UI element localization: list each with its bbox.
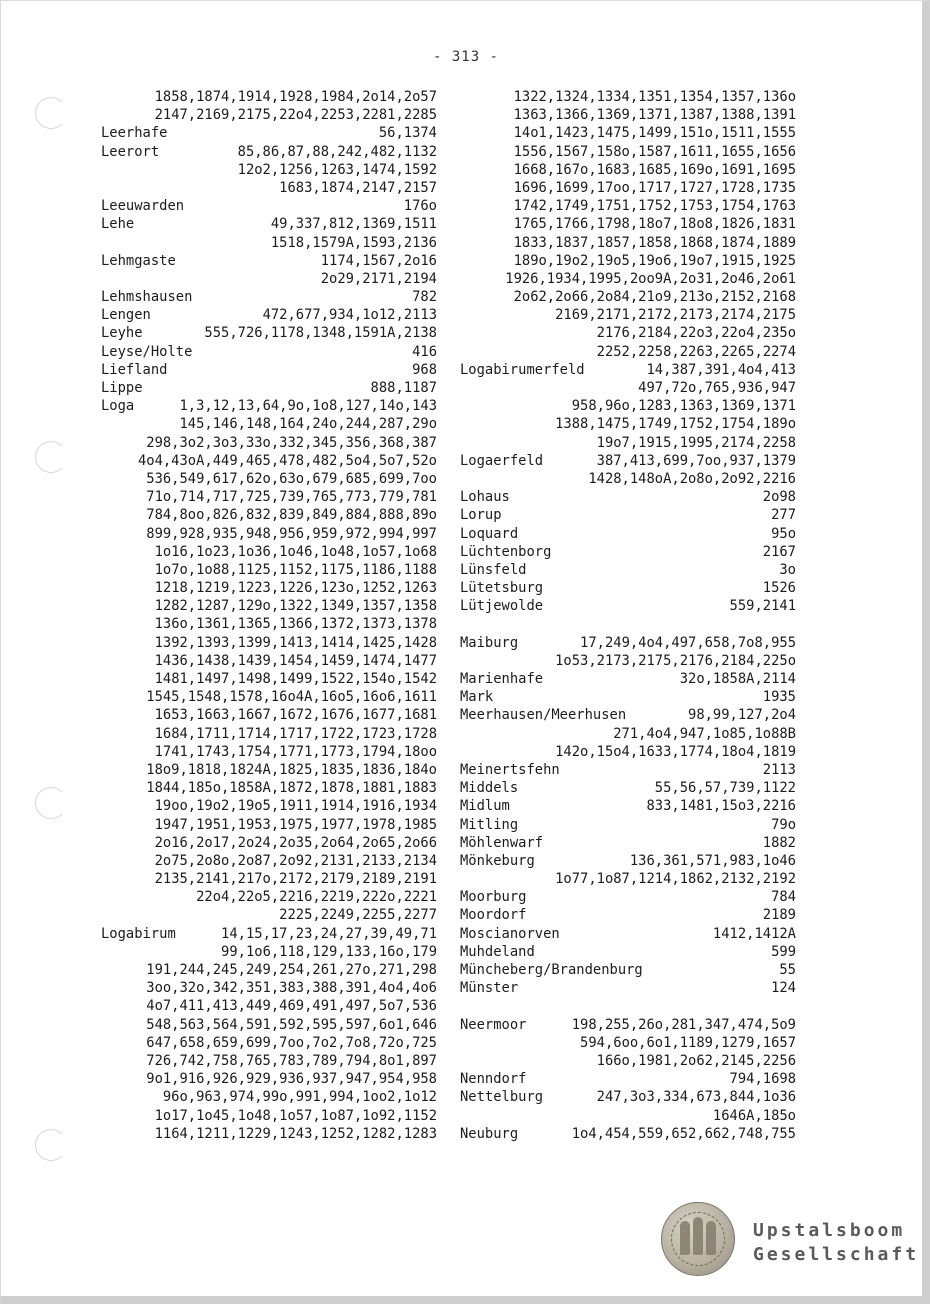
reference-numbers: 899,928,935,948,956,959,972,994,997 (146, 525, 437, 542)
reference-numbers: 472,677,934,1o12,2113 (262, 307, 437, 324)
punch-hole (35, 441, 67, 473)
reference-numbers: 559,2141 (729, 598, 796, 615)
society-seal-logo (661, 1202, 735, 1276)
index-row (101, 470, 437, 488)
index-row (101, 943, 437, 961)
index-row (101, 506, 437, 524)
reference-numbers: 416 (412, 343, 437, 360)
reference-numbers: 2147,2169,2175,22o4,2253,2281,2285 (154, 107, 437, 124)
index-row (460, 197, 796, 215)
reference-numbers: 2o75,2o8o,2o87,2o92,2131,2133,2134 (154, 852, 437, 869)
reference-numbers: 784 (771, 889, 796, 906)
reference-numbers: 19o7,1915,1995,2174,2258 (596, 434, 796, 451)
place-name: Maiburg (460, 634, 519, 651)
index-row (101, 797, 437, 815)
index-row (101, 1088, 437, 1106)
index-row (460, 434, 796, 452)
reference-numbers: 1526 (762, 580, 796, 597)
index-row (460, 615, 796, 633)
index-row (460, 379, 796, 397)
reference-numbers: 2o62,2o66,2o84,21o9,213o,2152,2168 (513, 289, 796, 306)
index-row (101, 888, 437, 906)
page-number: - 313 - (432, 49, 499, 65)
index-row (460, 1125, 796, 1143)
reference-numbers: 32o,1858A,2114 (679, 671, 796, 687)
reference-numbers: 145,146,148,164,24o,244,287,29o (179, 416, 437, 433)
index-row (101, 961, 437, 979)
reference-numbers: 1o4,454,559,652,662,748,755 (571, 1125, 796, 1142)
reference-numbers: 2167 (762, 543, 796, 560)
index-column-right (460, 88, 796, 1143)
reference-numbers: 3oo,32o,342,351,383,388,391,4o4,4o6 (146, 980, 437, 997)
place-name: Marienhafe (460, 671, 544, 687)
place-name: Müncheberg/Brandenburg (460, 962, 643, 978)
place-name: Meinertsfehn (460, 761, 560, 778)
index-row (460, 1052, 796, 1070)
reference-numbers: 599 (771, 943, 796, 960)
index-row (101, 688, 437, 706)
reference-numbers: 99,1o6,118,129,133,16o,179 (221, 943, 437, 960)
place-name: Lohaus (460, 489, 510, 506)
reference-numbers: 497,72o,765,936,947 (638, 380, 796, 396)
reference-numbers: 176o (403, 198, 437, 215)
reference-numbers: 14,387,391,4o4,413 (646, 361, 796, 378)
reference-numbers: 1o7o,1o88,1125,1152,1175,1186,1188 (154, 561, 437, 578)
reference-numbers: 1668,167o,1683,1685,169o,1691,1695 (513, 161, 796, 178)
index-row (460, 925, 796, 943)
place-name: Moorburg (460, 889, 527, 906)
index-row (460, 324, 796, 342)
reference-numbers: 4o4,43oA,449,465,478,482,5o4,5o7,52o (137, 452, 437, 469)
reference-numbers: 1518,1579A,1593,2136 (270, 234, 437, 251)
reference-numbers: 2225,2249,2255,2277 (279, 907, 437, 924)
reference-numbers: 71o,714,717,725,739,765,773,779,781 (146, 489, 437, 506)
reference-numbers: 1363,1366,1369,1371,1387,1388,1391 (513, 107, 796, 124)
reference-numbers: 1481,1497,1498,1499,1522,154o,1542 (154, 671, 437, 687)
brand-line-2: Gesellschaft (753, 1244, 920, 1265)
reference-numbers: 1o77,1o87,1214,1862,2132,2192 (555, 871, 796, 888)
reference-numbers: 3o (779, 561, 796, 578)
index-row (101, 488, 437, 506)
reference-numbers: 1696,1699,17oo,1717,1727,1728,1735 (513, 179, 796, 196)
reference-numbers: 56,1374 (378, 125, 437, 142)
punch-hole (35, 1129, 67, 1161)
index-row (101, 252, 437, 270)
reference-numbers: 1o16,1o23,1o36,1o46,1o48,1o57,1o68 (154, 543, 437, 560)
reference-numbers: 247,3o3,334,673,844,1o36 (596, 1089, 796, 1106)
index-row (101, 997, 437, 1015)
reference-numbers: 198,255,26o,281,347,474,5o9 (571, 1016, 796, 1033)
index-row (460, 161, 796, 179)
index-row (101, 816, 437, 834)
reference-numbers: 1174,1567,2o16 (320, 252, 437, 269)
place-name: Meerhausen/Meerhusen (460, 707, 627, 724)
index-row (101, 852, 437, 870)
index-row (460, 506, 796, 524)
index-row (460, 143, 796, 161)
index-row (460, 488, 796, 506)
index-row (460, 725, 796, 743)
place-name: Moordorf (460, 907, 527, 924)
place-name: Leyhe (101, 325, 143, 342)
index-row (101, 1107, 437, 1125)
reference-numbers: 1646A,185o (712, 1107, 796, 1124)
index-row (101, 615, 437, 633)
index-row (101, 1070, 437, 1088)
reference-numbers: 1282,1287,129o,1322,1349,1357,1358 (154, 598, 437, 615)
place-name: Leerort (101, 143, 160, 160)
index-row (101, 1125, 437, 1143)
index-row (460, 579, 796, 597)
reference-numbers: 4o7,411,413,449,469,491,497,5o7,536 (146, 998, 437, 1015)
place-name: Münster (460, 980, 519, 997)
reference-numbers: 2o98 (762, 489, 796, 506)
place-name: Liefland (101, 361, 168, 378)
reference-numbers: 1653,1663,1667,1672,1676,1677,1681 (154, 707, 437, 724)
place-name: Nettelburg (460, 1089, 544, 1106)
reference-numbers: 14o1,1423,1475,1499,151o,1511,1555 (513, 125, 796, 142)
index-row (460, 252, 796, 270)
reference-numbers: 833,1481,15o3,2216 (646, 798, 796, 815)
reference-numbers: 2135,2141,217o,2172,2179,2189,2191 (154, 871, 437, 888)
reference-numbers: 2o16,2o17,2o24,2o35,2o64,2o65,2o66 (154, 834, 437, 851)
place-name: Lehmgaste (101, 252, 176, 269)
place-name: Lehmshausen (101, 289, 193, 306)
place-name: Loquard (460, 525, 519, 542)
index-row (460, 470, 796, 488)
index-row (460, 1016, 796, 1034)
reference-numbers: 1684,1711,1714,1717,1722,1723,1728 (154, 725, 437, 742)
place-name: Leyse/Holte (101, 343, 193, 360)
index-row (460, 597, 796, 615)
index-row (101, 306, 437, 324)
index-row (101, 725, 437, 743)
index-row (101, 397, 437, 415)
index-row (101, 361, 437, 379)
index-row (460, 452, 796, 470)
place-name: Logabirumerfeld (460, 361, 585, 378)
index-row (460, 943, 796, 961)
reference-numbers: 22o4,22o5,2216,2219,222o,2221 (196, 889, 437, 906)
reference-numbers: 1556,1567,158o,1587,1611,1655,1656 (513, 143, 796, 160)
index-row (101, 834, 437, 852)
reference-numbers: 12o2,1256,1263,1474,1592 (237, 161, 437, 178)
reference-numbers: 1545,1548,1578,16o4A,16o5,16o6,1611 (146, 689, 437, 706)
reference-numbers: 1,3,12,13,64,9o,1o8,127,14o,143 (179, 398, 437, 415)
index-row (460, 561, 796, 579)
reference-numbers: 95o (771, 525, 796, 542)
index-row (101, 525, 437, 543)
index-row (101, 106, 437, 124)
reference-numbers: 85,86,87,88,242,482,1132 (237, 143, 437, 160)
reference-numbers: 14,15,17,23,24,27,39,49,71 (221, 925, 437, 942)
punch-hole (35, 787, 67, 819)
index-row (460, 88, 796, 106)
index-row (101, 179, 437, 197)
index-row (460, 361, 796, 379)
index-row (460, 906, 796, 924)
reference-numbers: 271,4o4,947,1o85,1o88B (613, 725, 796, 742)
index-row (101, 124, 437, 142)
reference-numbers: 191,244,245,249,254,261,27o,271,298 (146, 962, 437, 978)
reference-numbers: 1164,1211,1229,1243,1252,1282,1283 (154, 1125, 437, 1142)
index-row (460, 288, 796, 306)
index-column-left (101, 88, 437, 1143)
index-row (101, 379, 437, 397)
reference-numbers: 1322,1324,1334,1351,1354,1357,136o (513, 89, 796, 105)
reference-numbers: 124 (771, 980, 796, 997)
index-row (101, 652, 437, 670)
reference-numbers: 958,96o,1283,1363,1369,1371 (571, 398, 796, 415)
index-row (101, 1034, 437, 1052)
index-row (101, 452, 437, 470)
reference-numbers: 2o29,2171,2194 (320, 270, 437, 287)
place-name: Lüchtenborg (460, 543, 552, 560)
index-row (460, 706, 796, 724)
place-name: Midlum (460, 798, 510, 815)
index-row (460, 415, 796, 433)
reference-numbers: 17,249,4o4,497,658,7o8,955 (580, 634, 796, 651)
reference-numbers: 782 (412, 289, 437, 306)
reference-numbers: 555,726,1178,1348,1591A,2138 (204, 325, 437, 342)
index-row (101, 543, 437, 561)
index-row (101, 343, 437, 361)
reference-numbers: 1o17,1o45,1o48,1o57,1o87,1o92,1152 (154, 1107, 437, 1124)
reference-numbers: 1741,1743,1754,1771,1773,1794,18oo (154, 743, 437, 760)
index-row (460, 543, 796, 561)
index-row (460, 779, 796, 797)
society-brand (753, 1219, 919, 1267)
place-name: Logaerfeld (460, 452, 544, 469)
reference-numbers: 726,742,758,765,783,789,794,8o1,897 (146, 1052, 437, 1069)
index-row (460, 870, 796, 888)
index-row (101, 925, 437, 943)
index-row (101, 870, 437, 888)
index-row (460, 997, 796, 1015)
reference-numbers: 55,56,57,739,1122 (654, 780, 796, 797)
index-row (101, 579, 437, 597)
index-row (101, 88, 437, 106)
index-row (101, 288, 437, 306)
index-row (460, 797, 796, 815)
reference-numbers: 19oo,19o2,19o5,1911,1914,1916,1934 (154, 798, 437, 815)
index-row (101, 234, 437, 252)
index-row (460, 743, 796, 761)
reference-numbers: 9o1,916,926,929,936,937,947,954,958 (146, 1071, 437, 1088)
reference-numbers: 1935 (762, 689, 796, 706)
index-row (101, 761, 437, 779)
reference-numbers: 1947,1951,1953,1975,1977,1978,1985 (154, 816, 437, 833)
place-name: Lütetsburg (460, 580, 544, 597)
index-row (101, 270, 437, 288)
reference-numbers: 2252,2258,2263,2265,2274 (596, 343, 796, 360)
reference-numbers: 1388,1475,1749,1752,1754,189o (555, 416, 796, 433)
index-row (460, 670, 796, 688)
place-name: Lippe (101, 380, 143, 396)
reference-numbers: 1412,1412A (712, 925, 796, 942)
index-row (460, 215, 796, 233)
index-row (460, 179, 796, 197)
place-name: Logabirum (101, 925, 176, 942)
index-row (460, 1034, 796, 1052)
reference-numbers: 1o53,2173,2175,2176,2184,225o (555, 652, 796, 669)
reference-numbers: 1683,1874,2147,2157 (279, 179, 437, 196)
place-name: Muhdeland (460, 943, 535, 960)
reference-numbers: 1858,1874,1914,1928,1984,2o14,2o57 (154, 89, 437, 105)
index-row (460, 397, 796, 415)
index-row (460, 270, 796, 288)
place-name: Mark (460, 689, 494, 706)
index-row (460, 634, 796, 652)
place-name: Lehe (101, 216, 135, 233)
index-row (101, 143, 437, 161)
place-name: Lengen (101, 307, 151, 324)
reference-numbers: 1926,1934,1995,2oo9A,2o31,2o46,2o61 (505, 270, 796, 287)
reference-numbers: 1833,1837,1857,1858,1868,1874,1889 (513, 234, 796, 251)
index-row (460, 979, 796, 997)
index-row (460, 1070, 796, 1088)
reference-numbers: 298,3o2,3o3,33o,332,345,356,368,387 (146, 434, 437, 451)
reference-numbers: 55 (779, 962, 796, 978)
index-row (460, 124, 796, 142)
reference-numbers: 1742,1749,1751,1752,1753,1754,1763 (513, 198, 796, 215)
reference-numbers: 968 (412, 361, 437, 378)
index-row (101, 161, 437, 179)
punch-hole (35, 97, 67, 129)
reference-numbers: 1882 (762, 834, 796, 851)
place-name: Lütjewolde (460, 598, 544, 615)
place-name: Nenndorf (460, 1071, 527, 1088)
reference-numbers: 548,563,564,591,592,595,597,6o1,646 (146, 1016, 437, 1033)
index-row (460, 106, 796, 124)
reference-numbers: 1218,1219,1223,1226,123o,1252,1263 (154, 580, 437, 597)
index-row (460, 1107, 796, 1125)
reference-numbers: 96o,963,974,99o,991,994,1oo2,1o12 (162, 1089, 437, 1106)
index-row (460, 834, 796, 852)
reference-numbers: 647,658,659,699,7oo,7o2,7o8,72o,725 (146, 1034, 437, 1051)
place-name: Loga (101, 398, 135, 415)
place-name: Neuburg (460, 1125, 519, 1142)
index-row (101, 979, 437, 997)
reference-numbers: 1392,1393,1399,1413,1414,1425,1428 (154, 634, 437, 651)
reference-numbers: 166o,1981,2o62,2145,2256 (596, 1052, 796, 1069)
place-name: Lorup (460, 507, 502, 524)
index-row (101, 1052, 437, 1070)
place-name: Neermoor (460, 1016, 527, 1033)
reference-numbers: 2169,2171,2172,2173,2174,2175 (555, 307, 796, 324)
reference-numbers: 79o (771, 816, 796, 833)
index-row (460, 816, 796, 834)
index-row (101, 706, 437, 724)
place-name: Moscianorven (460, 925, 560, 942)
reference-numbers: 888,1187 (370, 380, 437, 396)
place-name: Middels (460, 780, 519, 797)
place-name: Lünsfeld (460, 561, 527, 578)
reference-numbers: 784,8oo,826,832,839,849,884,888,89o (146, 507, 437, 524)
index-row (460, 688, 796, 706)
index-row (101, 597, 437, 615)
brand-line-1: Upstalsboom (753, 1220, 906, 1241)
reference-numbers: 387,413,699,7oo,937,1379 (596, 452, 796, 469)
index-row (101, 434, 437, 452)
reference-numbers: 189o,19o2,19o5,19o6,19o7,1915,1925 (513, 252, 796, 269)
place-name: Mitling (460, 816, 519, 833)
reference-numbers: 277 (771, 507, 796, 524)
place-name: Mönkeburg (460, 852, 535, 869)
index-row (101, 906, 437, 924)
reference-numbers: 142o,15o4,1633,1774,18o4,1819 (555, 743, 796, 760)
index-row (101, 670, 437, 688)
reference-numbers: 136o,1361,1365,1366,1372,1373,1378 (154, 616, 437, 633)
reference-numbers: 1765,1766,1798,18o7,18o8,1826,1831 (513, 216, 796, 233)
index-row (101, 415, 437, 433)
index-row (101, 561, 437, 579)
index-row (460, 234, 796, 252)
reference-numbers: 794,1698 (729, 1071, 796, 1088)
index-row (460, 306, 796, 324)
index-row (101, 324, 437, 342)
index-row (460, 761, 796, 779)
reference-numbers: 2189 (762, 907, 796, 924)
place-name: Möhlenwarf (460, 834, 544, 851)
reference-numbers: 18o9,1818,1824A,1825,1835,1836,184o (146, 761, 437, 778)
index-row (101, 634, 437, 652)
index-row (460, 852, 796, 870)
index-row (460, 961, 796, 979)
reference-numbers: 1844,185o,1858A,1872,1878,1881,1883 (146, 780, 437, 797)
index-row (460, 888, 796, 906)
index-row (101, 215, 437, 233)
index-row (101, 779, 437, 797)
index-row (101, 1016, 437, 1034)
place-name: Leerhafe (101, 125, 168, 142)
index-row (460, 343, 796, 361)
reference-numbers: 1428,148oA,2o8o,2o92,2216 (588, 470, 796, 487)
reference-numbers: 136,361,571,983,1o46 (629, 852, 796, 869)
place-name: Leeuwarden (101, 198, 185, 215)
reference-numbers: 536,549,617,62o,63o,679,685,699,7oo (146, 470, 437, 487)
index-row (460, 525, 796, 543)
index-row (101, 197, 437, 215)
index-row (460, 652, 796, 670)
index-row (460, 1088, 796, 1106)
reference-numbers: 49,337,812,1369,1511 (270, 216, 437, 233)
reference-numbers: 1436,1438,1439,1454,1459,1474,1477 (154, 652, 437, 669)
index-row (101, 743, 437, 761)
reference-numbers: 98,99,127,2o4 (688, 707, 796, 724)
reference-numbers: 2113 (762, 761, 796, 778)
reference-numbers: 2176,2184,22o3,22o4,235o (596, 325, 796, 342)
reference-numbers: 594,6oo,6o1,1189,1279,1657 (580, 1034, 796, 1051)
